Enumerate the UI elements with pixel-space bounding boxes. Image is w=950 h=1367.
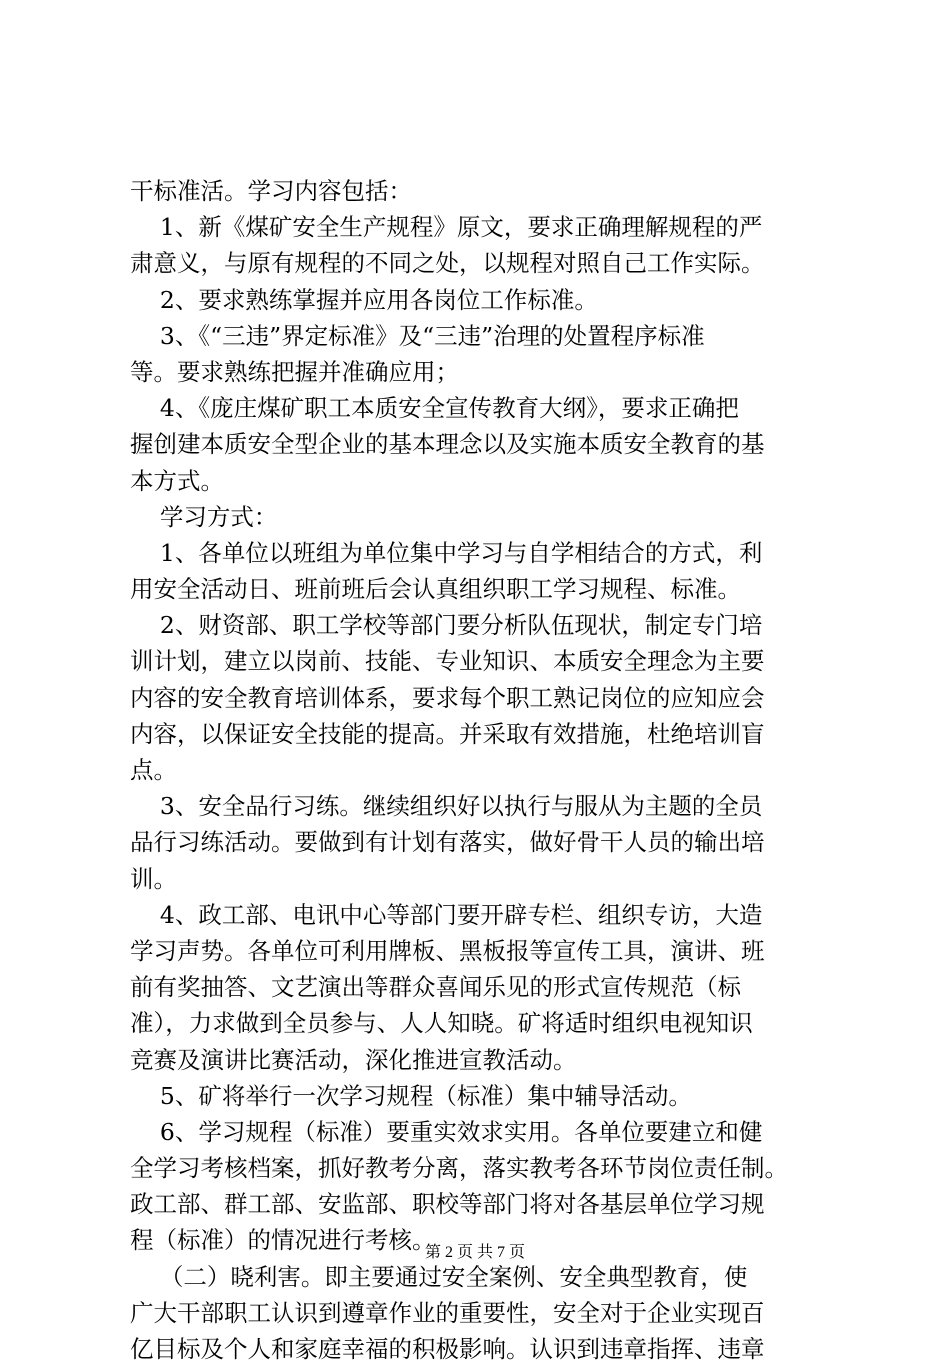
text-line: 4、《庞庄煤矿职工本质安全宣传教育大纲》，要求正确把	[130, 394, 739, 423]
text-line: 2、要求熟练掌握并应用各岗位工作标准。	[130, 285, 598, 314]
text-line: 4、政工部、电讯中心等部门要开辟专栏、组织专访，大造	[130, 900, 763, 929]
text-line: 训。	[130, 864, 177, 893]
text-line: 程（标准）的情况进行考核。	[130, 1226, 436, 1255]
text-line: 政工部、群工部、安监部、职校等部门将对各基层单位学习规	[130, 1190, 765, 1219]
text-line: 学习方式：	[130, 502, 278, 531]
text-line: 1、各单位以班组为单位集中学习与自学相结合的方式，利	[130, 538, 763, 567]
text-line: 1、新《煤矿安全生产规程》原文，要求正确理解规程的严	[130, 213, 763, 242]
text-line: 点。	[130, 756, 177, 784]
text-line: 3、安全品行习练。继续组织好以执行与服从为主题的全员	[130, 792, 763, 821]
text-line: 内容，以保证安全技能的提高。并采取有效措施，杜绝培训盲	[130, 719, 765, 748]
text-line: 5、矿将举行一次学习规程（标准）集中辅导活动。	[130, 1081, 692, 1110]
text-line: 训计划，建立以岗前、技能、专业知识、本质安全理念为主要	[130, 647, 765, 676]
text-line: 肃意义，与原有规程的不同之处，以规程对照自己工作实际。	[130, 249, 765, 278]
text-line: 3、《“三违”界定标准》及“三违”治理的处置程序标准	[130, 321, 705, 350]
text-line: 学习声势。各单位可利用牌板、黑板报等宣传工具，演讲、班	[130, 936, 765, 965]
text-line: 亿目标及个人和家庭幸福的积极影响。认识到违章指挥、违章	[130, 1335, 765, 1363]
text-line: 广大干部职工认识到遵章作业的重要性，安全对于企业实现百	[130, 1298, 765, 1327]
text-line: 干标准活。学习内容包括：	[130, 177, 412, 205]
text-line: 准），力求做到全员参与、人人知晓。矿将适时组织电视知识	[130, 1009, 753, 1038]
text-line: 握创建本质安全型企业的基本理念以及实施本质安全教育的基	[130, 430, 765, 459]
text-line: 用安全活动日、班前班后会认真组织职工学习规程、标准。	[130, 575, 741, 604]
text-line: 竞赛及演讲比赛活动，深化推进宣教活动。	[130, 1045, 577, 1074]
text-line: 6、学习规程（标准）要重实效求实用。各单位要建立和健	[130, 1117, 763, 1146]
page-number-footer: 第 2 页 共 7 页	[424, 1244, 525, 1261]
text-line: 内容的安全教育培训体系，要求每个职工熟记岗位的应知应会	[130, 683, 765, 712]
text-line: 品行习练活动。要做到有计划有落实，做好骨干人员的输出培	[130, 828, 765, 857]
text-line: 等。要求熟练把握并准确应用；	[130, 357, 459, 386]
text-line: 全学习考核档案，抓好教考分离，落实教考各环节岗位责任制。	[130, 1154, 788, 1183]
text-line: 前有奖抽答、文艺演出等群众喜闻乐见的形式宣传规范（标	[130, 973, 741, 1002]
text-line: （二）晓利害。即主要通过安全案例、安全典型教育，使	[130, 1262, 748, 1291]
text-line: 2、财资部、职工学校等部门要分析队伍现状，制定专门培	[130, 611, 763, 640]
document-body	[130, 173, 830, 1367]
text-line: 本方式。	[130, 466, 224, 495]
